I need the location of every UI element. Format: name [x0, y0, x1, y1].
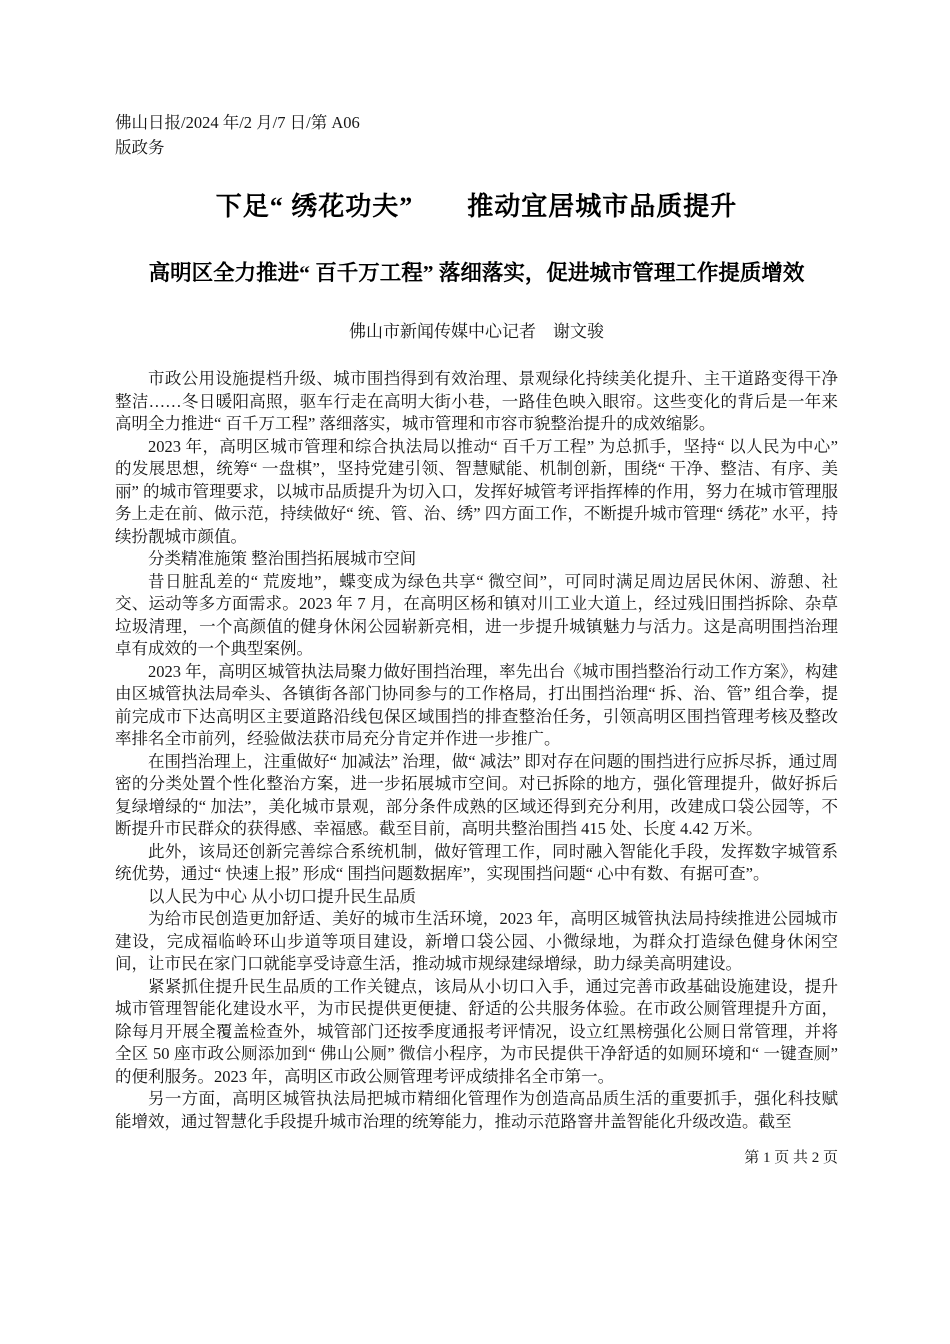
paragraph: 为给市民创造更加舒适、美好的城市生活环境，2023 年，高明区城管执法局持续推进公园城市建设，完成福临岭环山步道等项目建设，新增口袋公园、小微绿地，为群众打造绿色健身休闲空间，让市民在家门口就能享受诗意生活，推动城市规绿建绿增绿，助力绿美高明建设。 [115, 909, 838, 973]
page-number: 第 1 页 共 2 页 [744, 1150, 838, 1166]
paragraph: 在围挡治理上，注重做好“ 加减法” 治理，做“ 减法” 即对存在问题的围挡进行应拆尽拆，通过周密的分类处置个性化整治方案，进一步拓展城市空间。对已拆除的地方，强化管理提升，做好拆后复绿增绿的“ 加法”，美化城市景观，部分条件成熟的区域还得到充分利用，改建成口袋公园等，不断提升市民群众的获得感、幸福感。截至目前，高明共整治围挡 415 处、长度 4.42 万米。 [115, 751, 838, 838]
article-body [115, 368, 838, 1133]
section-heading: 分类精准施策 整治围挡拓展城市空间 [148, 549, 417, 568]
paragraph: 2023 年，高明区城市管理和综合执法局以推动“ 百千万工程” 为总抓手，坚持“ 以人民为中心” 的发展思想，统筹“ 一盘棋”，坚持党建引领、智慧赋能、机制创新，围绕“ 干净、整洁、有序、美丽” 的城市管理要求，以城市品质提升为切入口，发挥好城管考评指挥棒的作用，努力在城市管理服务上走在前、做示范，持续做好“ 统、管、治、绣” 四方面工作，不断提升城市管理“ 绣花” 水平，持续扮靓城市颜值。 [115, 436, 838, 546]
paragraph: 紧紧抓住提升民生品质的工作关键点，该局从小切口入手，通过完善市政基础设施建设，提升城市管理智能化建设水平，为市民提供更便捷、舒适的公共服务体验。在市政公厕管理提升方面，除每月开展全覆盖检查外，城管部门还按季度通报考评情况，设立红黑榜强化公厕日常管理，并将全区 50 座市政公厕添加到“ 佛山公厕” 微信小程序，为市民提供干净舒适的如厕环境和“ 一键查厕” 的便利服务。2023 年，高明区市政公厕管理考评成绩排名全市第一。 [115, 976, 838, 1086]
source-info [115, 110, 838, 160]
paragraph: 此外，该局还创新完善综合系统机制，做好管理工作，同时融入智能化手段，发挥数字城管系统优势，通过“ 快速上报” 形成“ 围挡问题数据库”，实现围挡问题“ 心中有数、有据可查”。 [115, 841, 838, 883]
paragraph: 市政公用设施提档升级、城市围挡得到有效治理、景观绿化持续美化提升、主干道路变得干净整洁……冬日暖阳高照，驱车行走在高明大街小巷，一路佳色映入眼帘。这些变化的背后是一年来高明全力推进“ 百千万工程” 落细落实，城市管理和市容市貌整治提升的成效缩影。 [115, 369, 838, 433]
source-line-1: 佛山日报/2024 年/2 月/7 日/第 A06 [115, 113, 360, 132]
paragraph: 另一方面，高明区城管执法局把城市精细化管理作为创造高品质生活的重要抓手，强化科技赋能增效，通过智慧化手段提升城市治理的统筹能力，推动示范路窨井盖智能化升级改造。截至 [115, 1089, 838, 1131]
article-title: 下足“ 绣花功夫” 推动宜居城市品质提升 [215, 192, 738, 221]
paragraph: 2023 年，高明区城管执法局聚力做好围挡治理，率先出台《城市围挡整治行动工作方案》，构建由区城管执法局牵头、各镇街各部门协同参与的工作格局，打出围挡治理“ 拆、治、管” 组合拳，提前完成市下达高明区主要道路沿线包保区域围挡的排查整治任务，引领高明区围挡管理考核及整改率排名全市前列，经验做法获市局充分肯定并作进一步推广。 [115, 661, 838, 748]
source-line-2: 版政务 [115, 138, 165, 157]
section-heading: 以人民为中心 从小切口提升民生品质 [148, 886, 417, 906]
article-subtitle: 高明区全力推进“ 百千万工程” 落细落实，促进城市管理工作提质增效 [148, 261, 805, 285]
byline: 佛山市新闻传媒中心记者 谢文骏 [349, 322, 604, 341]
paragraph: 昔日脏乱差的“ 荒废地”，蝶变成为绿色共享“ 微空间”，可同时满足周边居民休闲、游憩、社交、运动等多方面需求。2023 年 7 月，在高明区杨和镇对川工业大道上，经过残旧围挡拆除、杂草垃圾清理，一个高颜值的健身休闲公园崭新亮相，进一步提升城镇魅力与活力。这是高明围挡治理卓有成效的一个典型案例。 [115, 571, 838, 658]
